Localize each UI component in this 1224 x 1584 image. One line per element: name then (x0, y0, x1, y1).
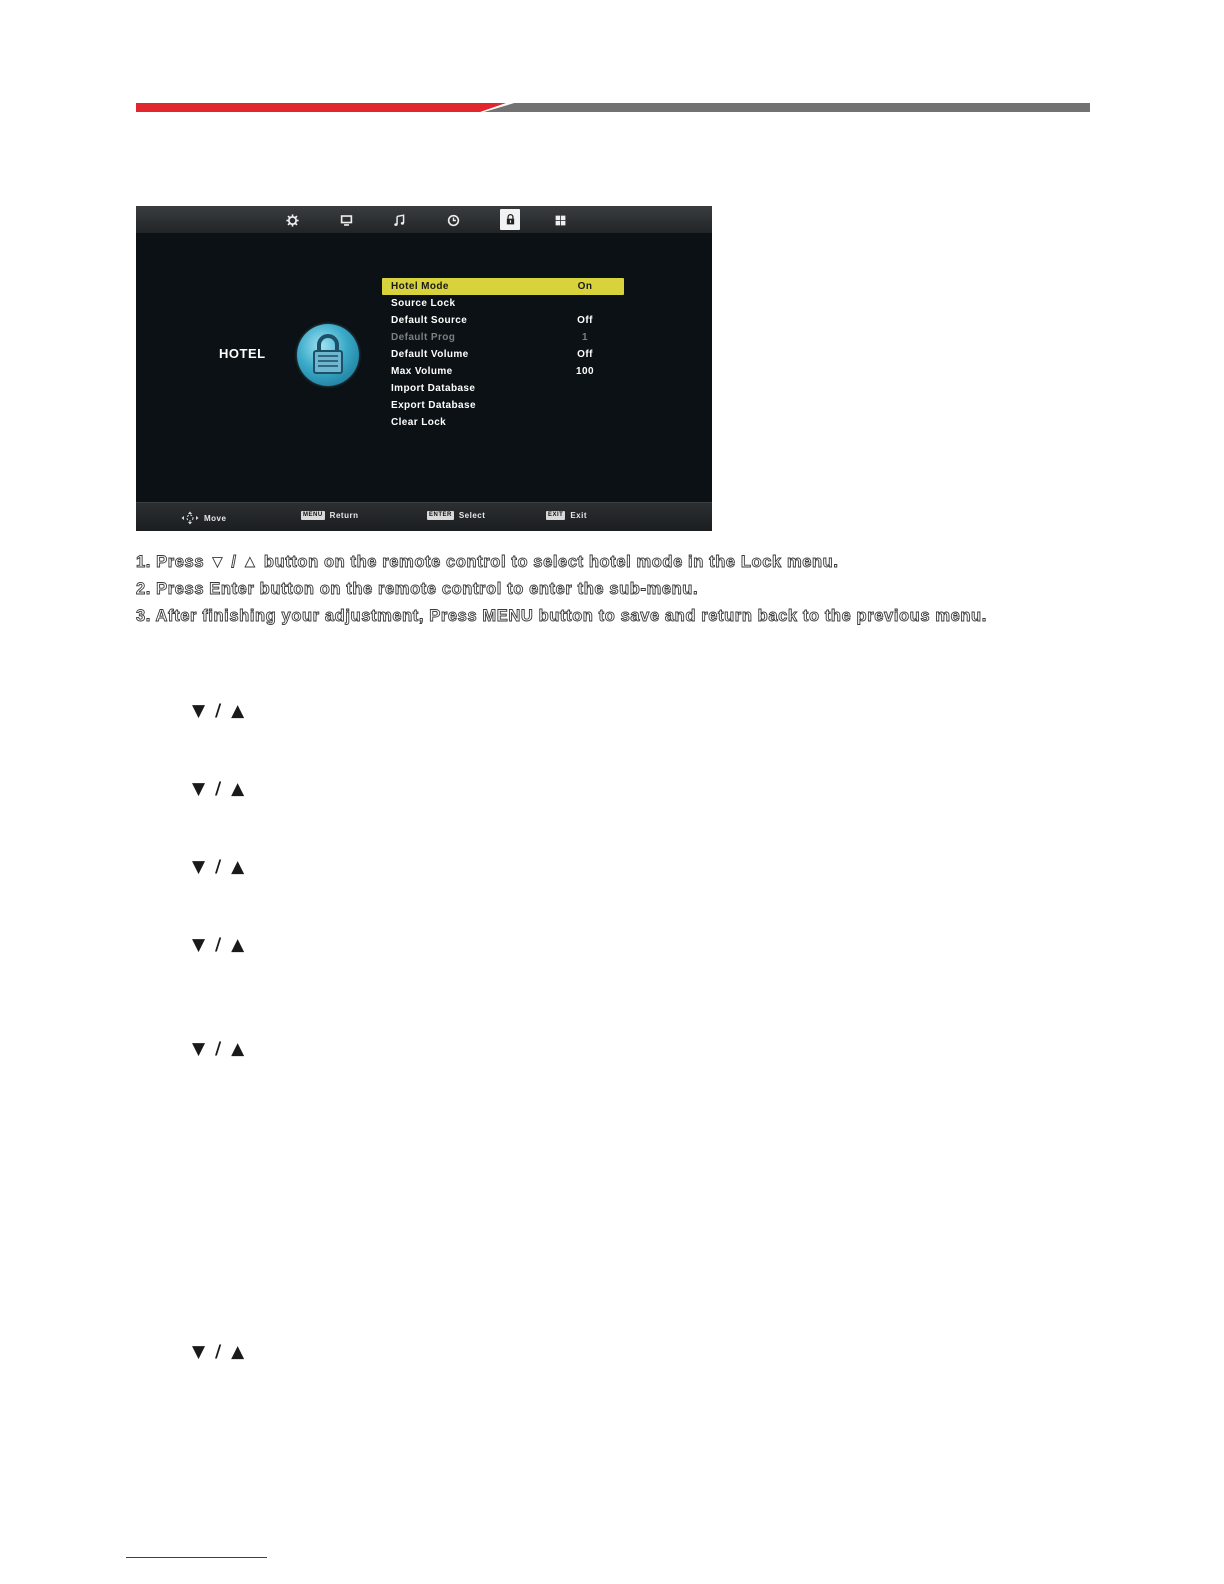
arrow-marker: ▼ / ▲ (192, 779, 247, 799)
lock-emblem-icon (297, 324, 359, 386)
menu-item-default-prog (382, 329, 624, 346)
step-3: 3. After finishing your adjustment, Press MENU button to save and return back to the previous menu. (136, 607, 987, 625)
arrow-marker: ▼ / ▲ (192, 701, 247, 721)
menu-key-badge: MENU (303, 512, 323, 518)
arrow-marker: ▼ / ▲ (192, 935, 247, 955)
menu-item-max-volume[interactable] (382, 363, 624, 380)
menu-item-label: Max Volume (391, 366, 453, 377)
hint-select (427, 511, 485, 520)
lock-icon[interactable] (500, 209, 520, 230)
arrow-marker: ▼ / ▲ (192, 1039, 247, 1059)
menu-item-value: 100 (576, 366, 594, 377)
step-2: 2. Press Enter button on the remote control to enter the sub-menu. (136, 580, 699, 598)
tv-tab-bar (136, 206, 712, 234)
tv-hint-bar (136, 502, 712, 531)
header-gray-bar (484, 103, 1090, 112)
footer-link-underline[interactable] (126, 1557, 267, 1558)
hint-label: Move (204, 513, 227, 523)
arrow-marker: ▼ / ▲ (192, 857, 247, 877)
menu-item-default-volume[interactable] (382, 346, 624, 363)
step-1: 1. Press ▼ / ▲ button on the remote control to select hotel mode in the Lock menu. (136, 553, 839, 571)
hint-return (301, 511, 358, 520)
gear-icon[interactable] (282, 211, 302, 229)
hint-exit (546, 511, 587, 520)
menu-item-label: Default Prog (391, 332, 456, 343)
arrow-marker: ▼ / ▲ (192, 1342, 247, 1362)
tv-menu-screenshot (136, 206, 712, 531)
menu-item-value: 1 (582, 332, 588, 343)
menu-item-source-lock[interactable] (382, 295, 624, 312)
menu-item-value: Off (577, 315, 593, 326)
instruction-steps (136, 553, 1096, 634)
hint-label: Select (458, 511, 486, 520)
grid-icon[interactable] (550, 211, 570, 229)
menu-item-label: Export Database (391, 400, 476, 411)
menu-item-label: Source Lock (391, 298, 456, 309)
monitor-icon[interactable] (336, 211, 356, 229)
hotel-menu-list (382, 278, 624, 431)
clock-icon[interactable] (443, 211, 463, 229)
menu-item-value: On (577, 281, 593, 292)
hint-move (181, 511, 226, 525)
music-note-icon[interactable] (389, 211, 409, 229)
exit-key-badge: EXIT (548, 512, 564, 518)
menu-item-label: Import Database (391, 383, 476, 394)
menu-item-hotel-mode[interactable] (382, 278, 624, 295)
hint-label: Return (329, 511, 359, 520)
menu-item-label: Default Volume (391, 349, 469, 360)
menu-item-default-source[interactable] (382, 312, 624, 329)
header-red-bar (136, 103, 506, 112)
menu-item-label: Hotel Mode (391, 281, 449, 292)
menu-item-export-database[interactable] (382, 397, 624, 414)
menu-item-label: Clear Lock (391, 417, 447, 428)
move-arrows-icon (181, 511, 199, 525)
menu-item-label: Default Source (391, 315, 468, 326)
hint-label: Exit (570, 511, 588, 520)
menu-item-clear-lock[interactable] (382, 414, 624, 431)
menu-page-title: HOTEL (219, 346, 266, 361)
enter-key-badge: ENTER (429, 512, 452, 518)
menu-item-value: Off (577, 349, 593, 360)
menu-item-import-database[interactable] (382, 380, 624, 397)
